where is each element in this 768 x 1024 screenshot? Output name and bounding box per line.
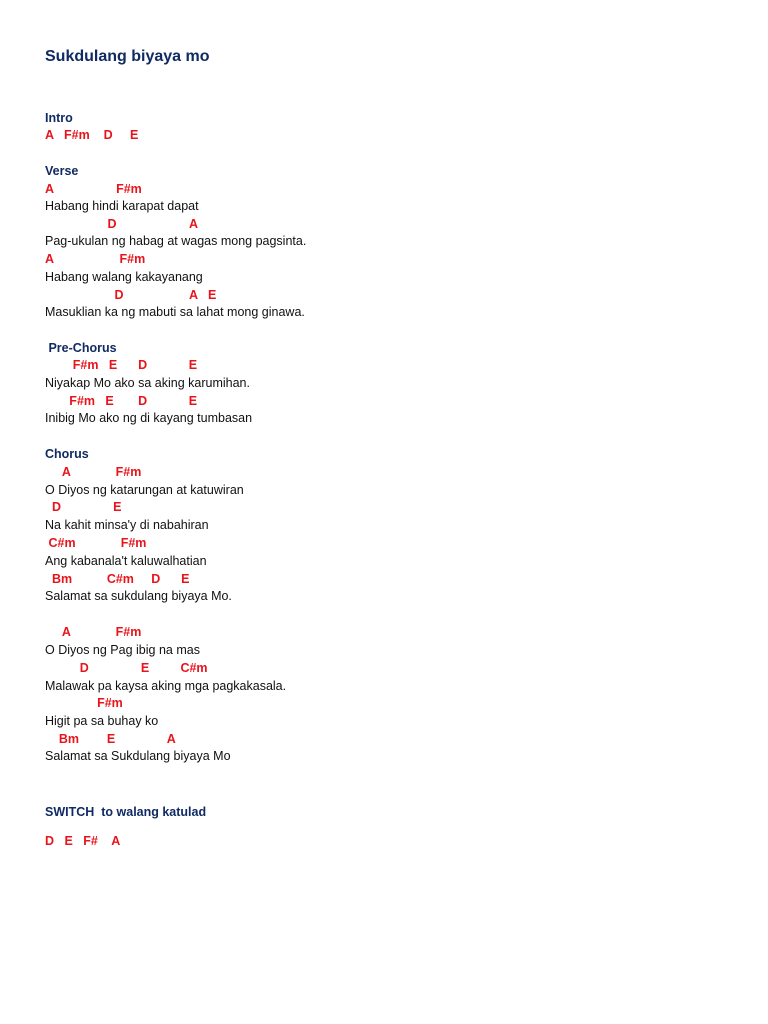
chorus2-chord-line: A F#m [45, 625, 142, 639]
chorus2-chord-line: F#m [45, 696, 123, 710]
intro-chords: A F#m D E [45, 128, 139, 142]
chorus-lyric-line: Na kahit minsa'y di nabahiran [45, 518, 209, 532]
prechorus-chord-line: F#m E D E [45, 394, 198, 408]
chorus-heading: Chorus [45, 447, 89, 461]
prechorus-lyric-line: Inibig Mo ako ng di kayang tumbasan [45, 411, 253, 425]
verse-heading: Verse [45, 164, 79, 178]
verse-chord-line: A F#m [45, 252, 146, 266]
chorus-lyric-line: Ang kabanala't kaluwalhatian [45, 554, 207, 568]
intro-heading: Intro [45, 111, 73, 125]
switch-note: SWITCH to walang katulad [45, 805, 207, 819]
chorus2-chord-line: D E C#m [45, 661, 208, 675]
verse-lyric-line: Pag-ukulan ng habag at wagas mong pagsinta. [45, 234, 307, 248]
verse-chord-line: D A [45, 217, 199, 231]
chorus2-lyric-line: Malawak pa kaysa aking mga pagkakasala. [45, 679, 287, 693]
chorus2-lyric-line: Salamat sa Sukdulang biyaya Mo [45, 749, 231, 763]
chorus2-lyric-line: Higit pa sa buhay ko [45, 714, 159, 728]
prechorus-lyric-line: Niyakap Mo ako sa aking karumihan. [45, 376, 250, 390]
prechorus-chord-line: F#m E D E [45, 358, 198, 372]
verse-chord-line: A F#m [45, 182, 142, 196]
chorus-chord-line: C#m F#m [45, 536, 147, 550]
chorus-lyric-line: O Diyos ng katarungan at katuwiran [45, 483, 244, 497]
chorus-chord-line: D E [45, 500, 122, 514]
song-title: Sukdulang biyaya mo [45, 48, 210, 65]
chorus2-lyric-line: O Diyos ng Pag ibig na mas [45, 643, 200, 657]
verse-lyric-line: Habang hindi karapat dapat [45, 199, 199, 213]
chorus2-chord-line: Bm E A [45, 732, 176, 746]
prechorus-heading: Pre-Chorus [45, 341, 117, 355]
verse-lyric-line: Masuklian ka ng mabuti sa lahat mong ginawa. [45, 305, 305, 319]
chorus-lyric-line: Salamat sa sukdulang biyaya Mo. [45, 589, 232, 603]
switch-chords: D E F# A [45, 834, 121, 848]
chorus-chord-line: Bm C#m D E [45, 572, 190, 586]
chorus-chord-line: A F#m [45, 465, 142, 479]
verse-chord-line: D A E [45, 288, 217, 302]
verse-lyric-line: Habang walang kakayanang [45, 270, 203, 284]
